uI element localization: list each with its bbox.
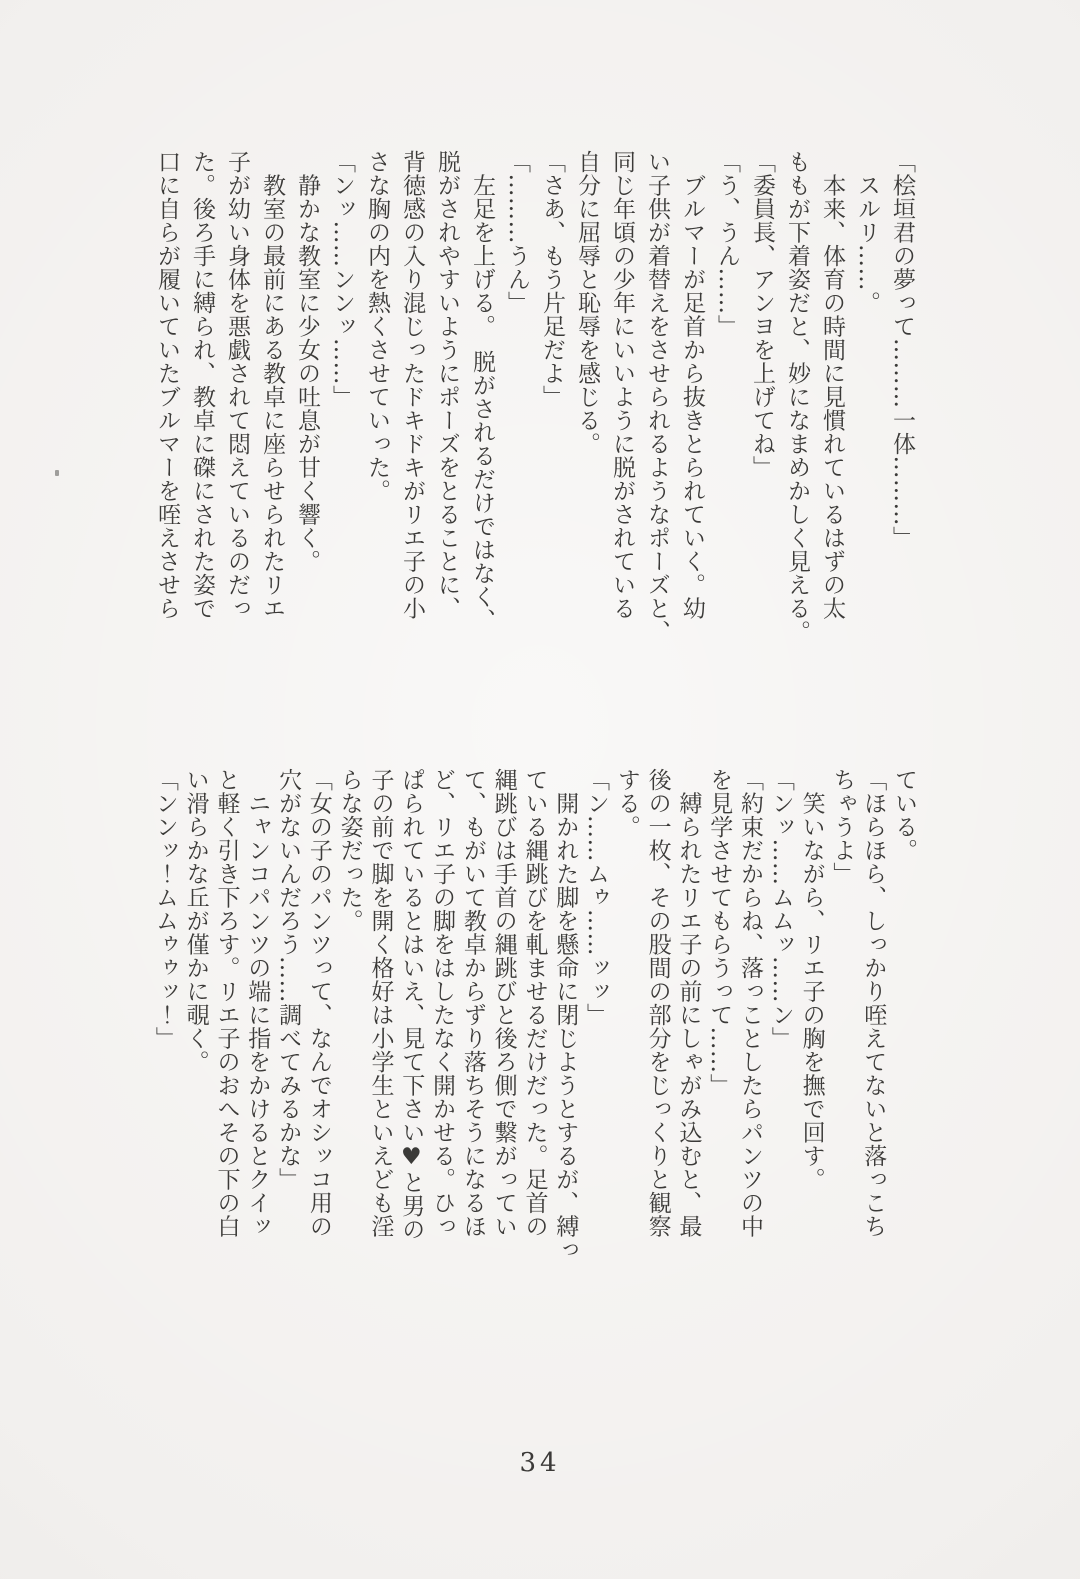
- text-line: 教室の最前にある教卓に座らせられたリエ: [259, 150, 285, 620]
- text-line: ぱられているとはいえ、見て下さい♥と男の: [398, 768, 425, 1241]
- text-line: 「ンンッ！ムムゥゥッ！」: [151, 768, 178, 1050]
- text-line: ている縄跳びを軋ませるだけだった。足首の: [521, 768, 548, 1238]
- text-line: らな姿だった。: [336, 768, 363, 933]
- text-line: 自分に屈辱と恥辱を感じる。: [574, 150, 600, 456]
- text-line: 「ン……ムゥ……ッッ」: [583, 768, 610, 1027]
- text-line: 本来、体育の時間に見慣れているはずの太: [819, 150, 845, 620]
- text-line: 「さあ、もう片足だよ」: [539, 150, 565, 409]
- text-line: 「ンッ……ンンッ……」: [329, 150, 355, 409]
- text-line: い子供が着替えをさせられるようなポーズと、: [644, 150, 670, 644]
- text-line: ど、リエ子の脚をはしたなく開かせる。ひっ: [429, 768, 456, 1238]
- text-line: 「ンッ……ムムッ……ン」: [767, 768, 794, 1050]
- text-line: ている。: [891, 768, 917, 862]
- text-line: ブルマーが足首から抜きとられていく。幼: [679, 150, 705, 620]
- text-line: 静かな教室に少女の吐息が甘く響く。: [294, 150, 320, 573]
- text-line: 縛られたリエ子の前にしゃがみ込むと、最: [675, 768, 702, 1238]
- text-line: 口に自らが履いていたブルマーを咥えさせら: [154, 150, 180, 620]
- text-line: 左足を上げる。 脱がされるだけではなく、: [469, 150, 495, 632]
- text-line: 後の一枚、その股間の部分をじっくりと観察: [644, 768, 671, 1238]
- text-line: 子が幼い身体を悪戯されて悶えているのだっ: [224, 150, 250, 620]
- lower-text-block: [149, 768, 919, 1268]
- paper-speck: [55, 470, 59, 476]
- text-line: 脱がされやすいようにポーズをとることに、: [434, 150, 460, 620]
- text-line: 「ほらほら、しっかり咥えてないと落っこち: [860, 768, 887, 1238]
- page-number: 34: [519, 1448, 561, 1478]
- text-line: 「………うん」: [504, 150, 530, 315]
- text-line: て、もがいて教卓からずり落ちそうになるほ: [459, 768, 486, 1238]
- text-line: さな胸の内を熱くさせていった。: [364, 150, 390, 503]
- text-line: 穴がないんだろう……調べてみるかな」: [275, 768, 302, 1191]
- text-line: する。: [613, 768, 640, 839]
- upper-text-block: [149, 150, 919, 650]
- text-line: ニャンコパンツの端に指をかけるとクイッ: [244, 768, 271, 1238]
- text-line: 縄跳びは手首の縄跳びと後ろ側で繋がってい: [490, 768, 517, 1238]
- text-line: スルリ……。: [854, 150, 880, 315]
- text-line: 笑いながら、リエ子の胸を撫で回す。: [798, 768, 825, 1191]
- text-line: 子の前で脚を開く格好は小学生といえども淫: [367, 768, 394, 1238]
- text-line: ちゃうよ」: [829, 768, 856, 886]
- text-line: 「約束だからね、落っことしたらパンツの中: [737, 768, 764, 1238]
- text-line: を見学させてもらうって……」: [706, 768, 733, 1097]
- text-line: 「女の子のパンツって、なんでオシッコ用の: [305, 768, 332, 1238]
- text-line: 開かれた脚を懸命に閉じようとするが、縛っ: [552, 768, 579, 1262]
- text-line: 背徳感の入り混じったドキドキがリエ子の小: [399, 150, 425, 620]
- text-line: い滑らかな丘が僅かに覗く。: [182, 768, 209, 1074]
- text-line: た。後ろ手に縛られ、教卓に磔にされた姿で: [189, 150, 215, 620]
- text-line: と軽く引き下ろす。リエ子のおへその下の白: [213, 768, 240, 1238]
- text-line: 「委員長、アンヨを上げてね」: [749, 150, 775, 479]
- text-line: 「桧垣君の夢って………一体………」: [889, 150, 915, 550]
- text-line: 「う、うん……」: [714, 150, 740, 338]
- text-line: ももが下着姿だと、妙になまめかしく見える。: [784, 150, 810, 644]
- text-line: 同じ年頃の少年にいいように脱がされている: [609, 150, 635, 620]
